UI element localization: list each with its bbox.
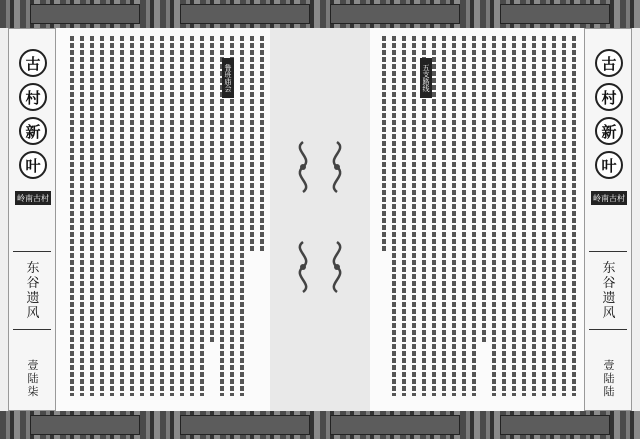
section-title: 东谷遗风 (26, 261, 40, 321)
left-side-strip (8, 28, 56, 411)
bottom-decorative-band (0, 411, 640, 439)
brand-char: 村 (595, 83, 623, 111)
brand-char: 古 (19, 49, 47, 77)
page-number: 壹陆陆 (603, 359, 615, 398)
brand-tag: 岭南古村 (591, 191, 627, 205)
brand-char: 新 (595, 117, 623, 145)
right-text-body (378, 36, 578, 396)
page-number: 壹陆柒 (27, 359, 39, 398)
brand-tag: 岭南古村 (15, 191, 51, 205)
brand-char: 新 (19, 117, 47, 145)
left-section-heading: 鲁班庙会 (222, 58, 234, 98)
scroll-ornament-icon (290, 240, 316, 294)
right-side-strip (584, 28, 632, 411)
brand-char: 村 (19, 83, 47, 111)
brand-char: 叶 (595, 151, 623, 179)
top-decorative-band (0, 0, 640, 28)
scroll-ornament-icon (324, 140, 350, 194)
right-section-heading: 五支路线 (420, 58, 432, 98)
brand-char: 古 (595, 49, 623, 77)
scroll-ornament-icon (290, 140, 316, 194)
section-title: 东谷遗风 (602, 261, 616, 321)
brand-char: 叶 (19, 151, 47, 179)
scroll-ornament-icon (324, 240, 350, 294)
left-text-body (66, 36, 266, 396)
center-gutter (270, 28, 370, 411)
